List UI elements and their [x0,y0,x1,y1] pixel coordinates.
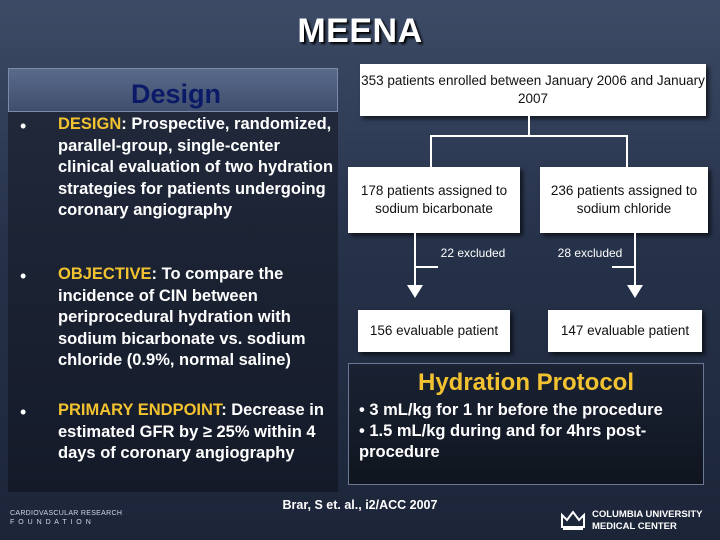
design-item [58,114,340,222]
bicarbonate-arm-box: 178 patients assigned to sodium bicarbonate [348,167,520,233]
arrow-down-icon [627,285,643,299]
endpoint-item [58,400,340,465]
crf-logo-line1: CARDIOVASCULAR RESEARCH [10,510,123,517]
endpoint-keyword: PRIMARY ENDPOINT [58,401,222,419]
slide-title: MEENA [297,12,423,50]
excluded-right-label: 28 excluded [557,246,623,260]
crf-logo [10,510,130,526]
endpoint-text: : Decrease in estimated GFR by ≥ 25% within 4 days of coronary angiography [58,401,324,462]
bullet-icon: • [20,116,27,136]
evaluable-left-box: 156 evaluable patient [358,310,510,352]
crown-icon [560,509,586,531]
bullet-icon: • [20,402,27,422]
chloride-arm-box: 236 patients assigned to sodium chloride [540,167,708,233]
crf-logo-line2: F O U N D A T I O N [10,519,92,526]
connector-line [528,116,530,136]
hydration-title: Hydration Protocol [417,369,634,396]
objective-keyword: OBJECTIVE [58,265,152,283]
bullet-icon: • [20,266,27,286]
connector-line [414,266,438,268]
hydration-panel [348,363,704,485]
design-text: : Prospective, randomized, parallel-group, single-center clinical evaluation of two hydration strategies for patients undergoing coronary angiography [58,115,334,219]
design-header-label: Design [131,79,222,109]
connector-line [430,135,432,167]
design-header [8,68,338,112]
columbia-logo-line1: COLUMBIA UNIVERSITY [592,509,703,520]
design-keyword: DESIGN [58,115,122,133]
connector-line [626,135,628,167]
connector-line [634,233,636,289]
enrolled-box: 353 patients enrolled between January 2006 and January 2007 [360,64,706,116]
arrow-down-icon [407,285,423,299]
hydration-item: • 1.5 mL/kg during and for 4hrs post-procedure [359,422,647,461]
hydration-item: • 3 mL/kg for 1 hr before the procedure [359,401,663,419]
connector-line [430,135,628,137]
objective-item [58,264,340,372]
columbia-logo-line2: MEDICAL CENTER [592,521,677,532]
design-panel [8,112,338,492]
connector-line [414,233,416,289]
excluded-left-label: 22 excluded [440,246,506,260]
citation: Brar, S et. al., i2/ACC 2007 [282,498,438,512]
connector-line [612,266,636,268]
objective-text: : To compare the incidence of CIN between periprocedural hydration with sodium bicarbonate vs. sodium chloride (0.9%, normal saline) [58,265,306,369]
evaluable-right-box: 147 evaluable patient [548,310,702,352]
